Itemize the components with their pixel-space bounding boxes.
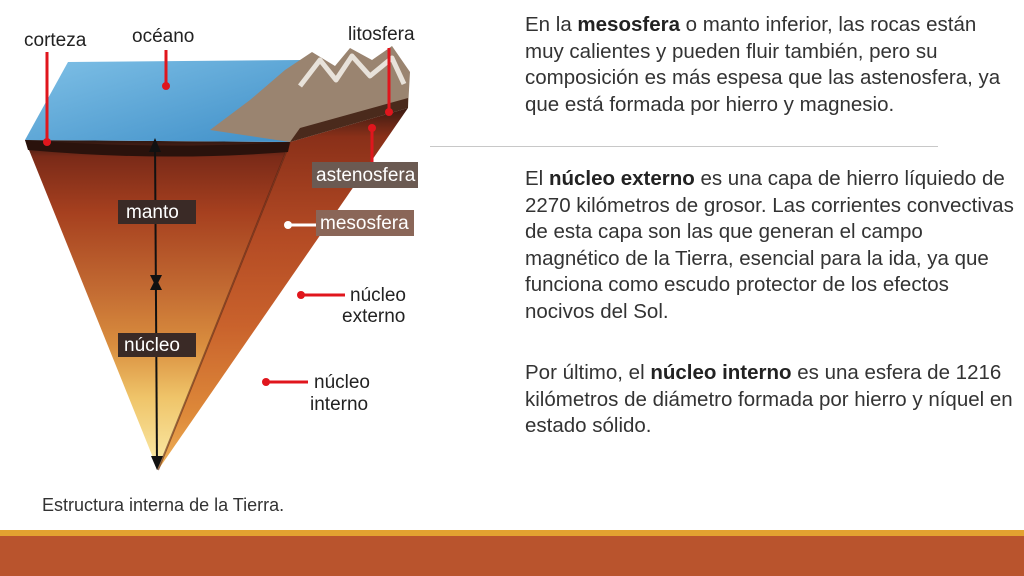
label-corteza: corteza [24, 30, 87, 51]
oceano-dot [162, 82, 170, 90]
label-manto: manto [126, 202, 179, 223]
label-nucleo-externo-2: externo [342, 306, 406, 327]
label-nucleo: núcleo [124, 335, 180, 356]
label-oceano: océano [132, 26, 195, 47]
paragraph-nucleo-externo [525, 166, 1020, 325]
p3-before: Por último, el [525, 361, 651, 384]
p1-before: En la [525, 13, 578, 36]
paragraph-nucleo-interno [525, 360, 1020, 440]
footer-accent-bar [0, 530, 1024, 576]
p1-after: o manto inferior, las rocas están muy calientes y pueden fluir también, pero su composición es más espesa que las astenosfera, ya que está formada por hierro y magnesio. [525, 13, 1001, 116]
corteza-dot [43, 138, 51, 146]
label-litosfera: litosfera [348, 24, 415, 45]
earth-cutaway-svg [0, 0, 430, 530]
p3-after: es una esfera de 1216 kilómetros de diámetro formada por hierro y níquel en estado sólido. [525, 361, 1013, 437]
litosfera-dot [385, 108, 393, 116]
astenosfera-dot [368, 124, 376, 132]
p2-before: El [525, 167, 549, 190]
footer-accent-stripe [0, 530, 1024, 536]
nucleo-externo-dot [297, 291, 305, 299]
paragraph-mesosfera [525, 12, 1020, 118]
label-nucleo-externo-1: núcleo [350, 285, 406, 306]
nucleo-interno-dot [262, 378, 270, 386]
label-nucleo-interno-1: núcleo [314, 372, 370, 393]
label-astenosfera: astenosfera [316, 165, 416, 186]
p2-after: es una capa de hierro líquiedo de 2270 kilómetros de grosor. Las corrientes convectivas de esta capa son las que generan el campo magnético de la Tierra, esencial para la ida, ya que funciona como escudo protector de los efectos nocivos del Sol. [525, 167, 1014, 323]
diagram-caption: Estructura interna de la Tierra. [42, 495, 285, 515]
p1-bold: mesosfera [577, 13, 680, 36]
p2-bold: núcleo externo [548, 167, 695, 190]
earth-structure-diagram [0, 0, 430, 530]
divider-line [430, 146, 938, 147]
p3-bold: núcleo interno [650, 361, 792, 384]
mesosfera-dot [284, 221, 292, 229]
label-mesosfera: mesosfera [320, 213, 409, 234]
label-nucleo-interno-2: interno [310, 394, 369, 415]
